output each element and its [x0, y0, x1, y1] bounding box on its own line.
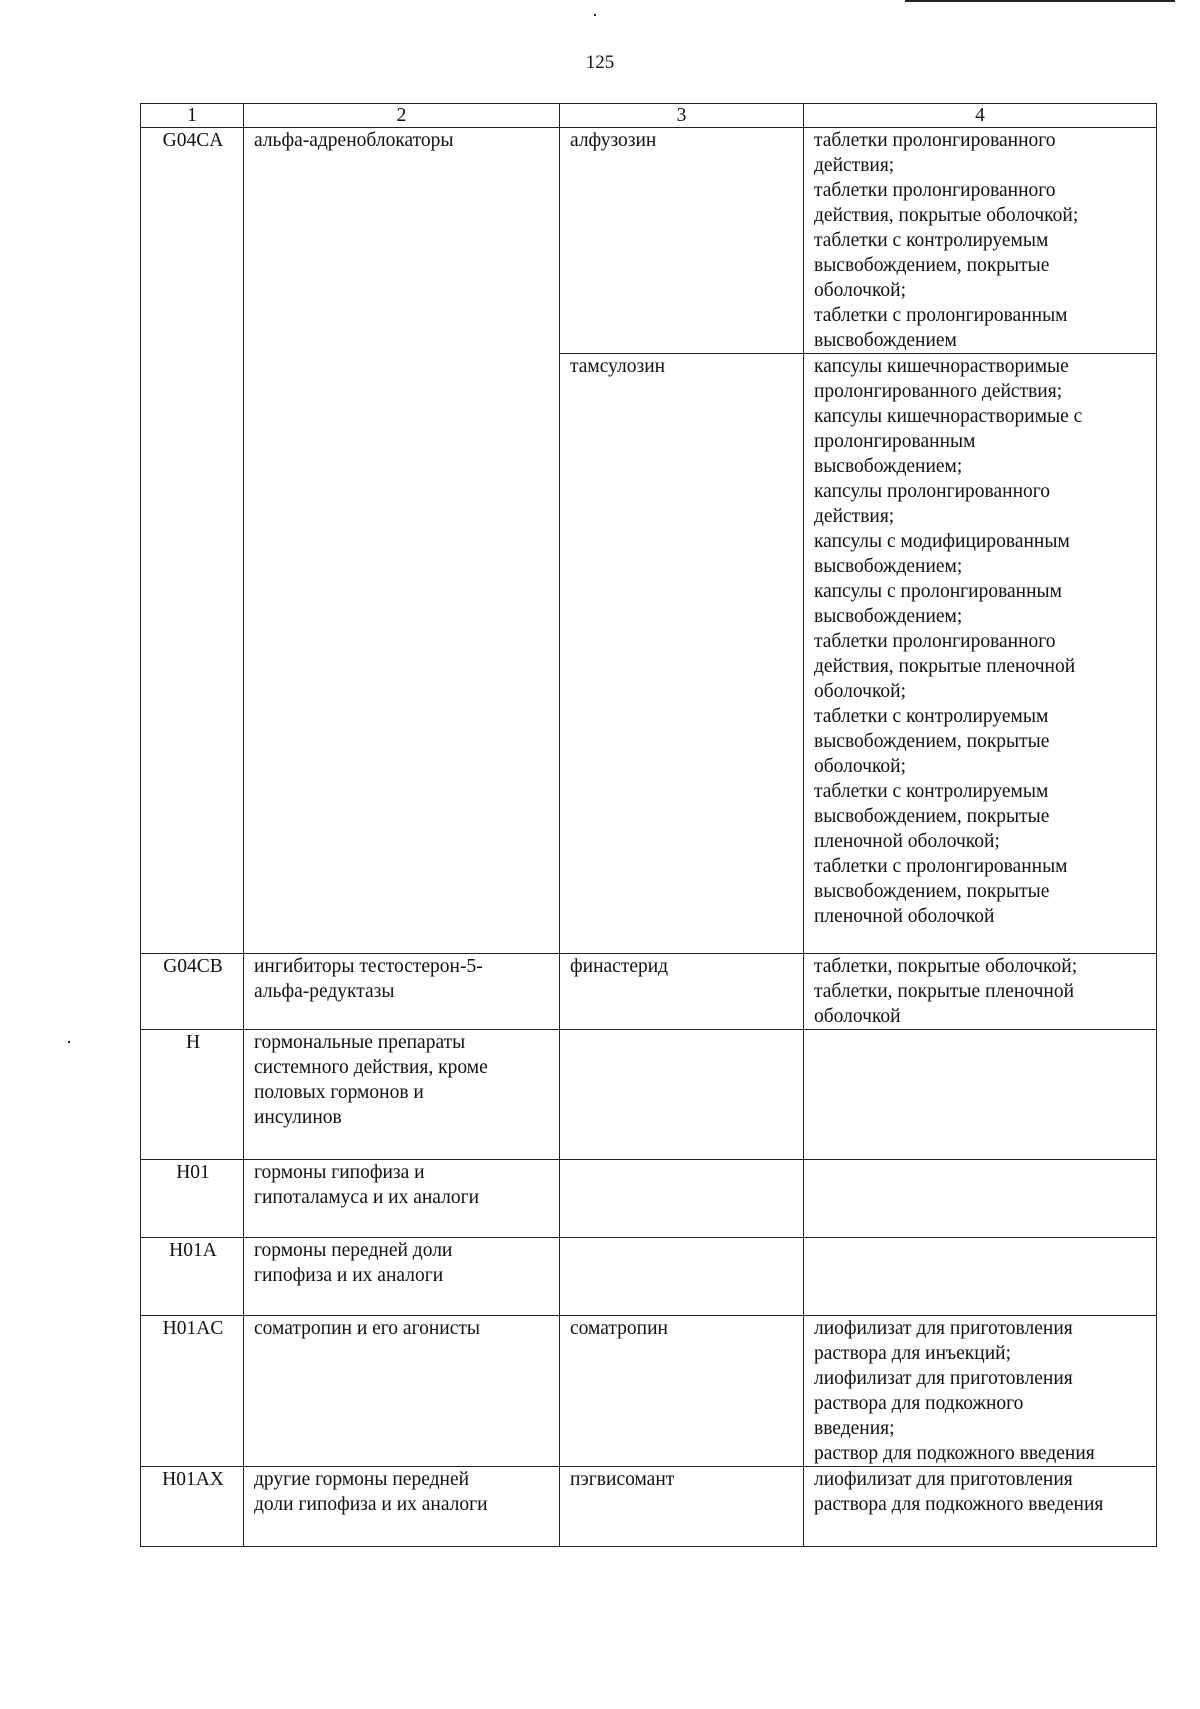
dosage-form-line: лиофилизат для приготовления: [814, 1469, 1073, 1490]
substance-cell: [560, 1238, 804, 1316]
substance-cell: финастерид: [560, 954, 804, 1030]
dosage-form-line: капсулы кишечнорастворимые: [814, 356, 1069, 377]
dosage-form-line: пленочной оболочкой: [814, 906, 995, 927]
dosage-form-line: раствора для подкожного: [814, 1393, 1024, 1414]
substance-cell: [560, 1030, 804, 1160]
dosage-forms-cell: [804, 354, 1157, 954]
atc-code-cell: H01AC: [141, 1316, 244, 1467]
group-name-line: гипофиза и их аналоги: [254, 1265, 444, 1286]
group-name-line: гормоны гипофиза и: [254, 1162, 425, 1183]
dosage-form-line: действия, покрытые пленочной: [814, 656, 1076, 677]
atc-code-cell: H: [141, 1030, 244, 1160]
dosage-form-line: капсулы с модифицированным: [814, 531, 1070, 552]
dosage-form-line: пролонгированного действия;: [814, 381, 1063, 402]
group-name-line: другие гормоны передней: [254, 1469, 470, 1490]
atc-code-cell: H01: [141, 1160, 244, 1238]
dosage-form-line: таблетки с пролонгированным: [814, 856, 1068, 877]
dosage-form-line: капсулы кишечнорастворимые с: [814, 406, 1083, 427]
group-name-cell: [244, 1316, 560, 1467]
table-row: [141, 1238, 1157, 1316]
scan-artifact-top: [905, 0, 1175, 2]
dosage-forms-cell: [804, 128, 1157, 354]
dosage-form-line: оболочкой;: [814, 756, 907, 777]
group-name-cell: [244, 1160, 560, 1238]
atc-code-cell: H01A: [141, 1238, 244, 1316]
substance-cell: тамсулозин: [560, 354, 804, 954]
group-name-line: соматропин и его агонисты: [254, 1318, 481, 1339]
table-row: [141, 954, 1157, 1030]
column-header: 1: [141, 104, 244, 128]
table-row: [141, 1467, 1157, 1547]
scan-artifact-left: [68, 1041, 70, 1043]
scan-artifact-dot: [594, 14, 596, 16]
dosage-form-line: таблетки, покрытые пленочной: [814, 981, 1075, 1002]
group-name-cell: [244, 954, 560, 1030]
dosage-forms-cell: [804, 1238, 1157, 1316]
column-header: 3: [560, 104, 804, 128]
dosage-form-line: оболочкой: [814, 1006, 901, 1027]
dosage-form-line: высвобождением, покрытые: [814, 881, 1050, 902]
table-row: [141, 1160, 1157, 1238]
atc-code-cell: G04CB: [141, 954, 244, 1030]
dosage-form-line: таблетки с контролируемым: [814, 706, 1049, 727]
dosage-form-line: действия;: [814, 506, 895, 527]
dosage-form-line: оболочкой;: [814, 681, 907, 702]
substance-cell: соматропин: [560, 1316, 804, 1467]
dosage-form-line: капсулы пролонгированного: [814, 481, 1051, 502]
group-name-line: гормоны передней доли: [254, 1240, 453, 1261]
group-name-line: ингибиторы тестостерон-5-: [254, 956, 483, 977]
group-name-cell: [244, 1238, 560, 1316]
dosage-form-line: действия;: [814, 155, 895, 176]
page-number: 125: [585, 52, 615, 73]
dosage-form-line: таблетки с контролируемым: [814, 781, 1049, 802]
dosage-form-line: таблетки пролонгированного: [814, 130, 1056, 151]
table-row: [141, 128, 1157, 354]
group-name-line: альфа-адреноблокаторы: [254, 130, 454, 151]
dosage-form-line: раствор для подкожного введения: [814, 1443, 1095, 1464]
dosage-forms-cell: [804, 1030, 1157, 1160]
dosage-forms-cell: [804, 954, 1157, 1030]
group-name-line: гипоталамуса и их аналоги: [254, 1187, 480, 1208]
dosage-form-line: оболочкой;: [814, 280, 907, 301]
group-name-line: системного действия, кроме: [254, 1057, 488, 1078]
dosage-form-line: действия, покрытые оболочкой;: [814, 205, 1079, 226]
column-header: 2: [244, 104, 560, 128]
atc-code-cell: G04CA: [141, 128, 244, 954]
table-body: [141, 128, 1157, 1547]
dosage-form-line: пленочной оболочкой;: [814, 831, 1000, 852]
dosage-forms-cell: [804, 1467, 1157, 1547]
group-name-line: инсулинов: [254, 1107, 342, 1128]
dosage-form-line: высвобождением;: [814, 456, 963, 477]
dosage-form-line: введения;: [814, 1418, 895, 1439]
substance-cell: [560, 1160, 804, 1238]
table-row: [141, 1030, 1157, 1160]
drug-table: [140, 103, 1157, 1547]
dosage-form-line: высвобождением, покрытые: [814, 255, 1050, 276]
column-header: 4: [804, 104, 1157, 128]
substance-cell: алфузозин: [560, 128, 804, 354]
dosage-form-line: раствора для инъекций;: [814, 1343, 1011, 1364]
dosage-form-line: пролонгированным: [814, 431, 976, 452]
dosage-form-line: таблетки с контролируемым: [814, 230, 1049, 251]
table-row: [141, 1316, 1157, 1467]
dosage-form-line: таблетки пролонгированного: [814, 180, 1056, 201]
dosage-form-line: высвобождением: [814, 330, 957, 351]
dosage-forms-cell: [804, 1316, 1157, 1467]
group-name-cell: [244, 128, 560, 954]
dosage-form-line: таблетки с пролонгированным: [814, 305, 1068, 326]
dosage-form-line: таблетки пролонгированного: [814, 631, 1056, 652]
dosage-forms-cell: [804, 1160, 1157, 1238]
dosage-form-line: высвобождением;: [814, 556, 963, 577]
header-row: [141, 104, 1157, 128]
dosage-form-line: лиофилизат для приготовления: [814, 1368, 1073, 1389]
atc-code-cell: H01AX: [141, 1467, 244, 1547]
group-name-line: альфа-редуктазы: [254, 981, 395, 1002]
group-name-line: гормональные препараты: [254, 1032, 466, 1053]
dosage-form-line: высвобождением, покрытые: [814, 731, 1050, 752]
dosage-form-line: высвобождением, покрытые: [814, 806, 1050, 827]
dosage-form-line: лиофилизат для приготовления: [814, 1318, 1073, 1339]
dosage-form-line: раствора для подкожного введения: [814, 1494, 1104, 1515]
dosage-form-line: таблетки, покрытые оболочкой;: [814, 956, 1078, 977]
group-name-cell: [244, 1030, 560, 1160]
substance-cell: пэгвисомант: [560, 1467, 804, 1547]
group-name-line: доли гипофиза и их аналоги: [254, 1494, 488, 1515]
dosage-form-line: высвобождением;: [814, 606, 963, 627]
dosage-form-line: капсулы с пролонгированным: [814, 581, 1062, 602]
group-name-line: половых гормонов и: [254, 1082, 424, 1103]
group-name-cell: [244, 1467, 560, 1547]
